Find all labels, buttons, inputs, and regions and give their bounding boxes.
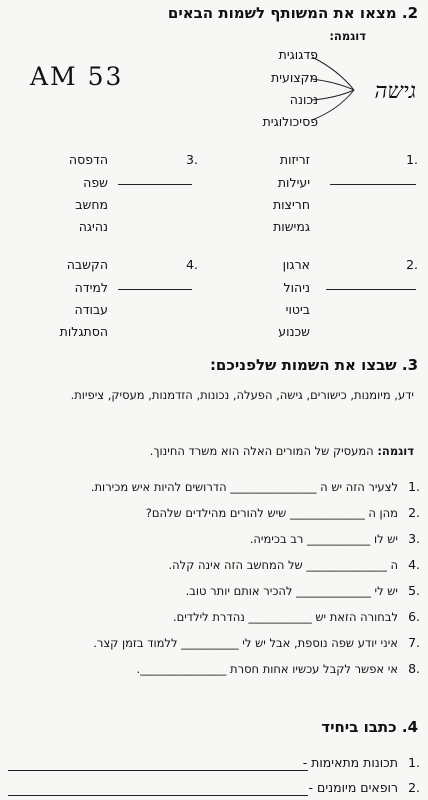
- example-word-1: פדגוגית: [278, 47, 318, 62]
- item-5-text[interactable]: יש לי _____________ להכיר אותם יותר טוב.: [185, 584, 398, 598]
- section4-item-2-text: רופאים מיומנים -: [308, 780, 398, 795]
- item-1-number: 1.: [408, 479, 420, 494]
- exercise-4-word-1: הקשבה: [66, 257, 108, 272]
- section4-item-1-answer-line[interactable]: [8, 770, 308, 771]
- item-1-text[interactable]: לצעיר הזה יש ה _______________ הדרושים להיות איש מכירות.: [90, 480, 398, 494]
- item-2-text[interactable]: מהן ה _____________ שיש להורים מהילדים שלהם?: [145, 506, 398, 520]
- section4-item-2-number: 2.: [408, 780, 420, 795]
- section4-item-2-answer-line[interactable]: [8, 795, 308, 796]
- item-3-number: 3.: [408, 531, 420, 546]
- exercise-3-answer-line[interactable]: [118, 184, 192, 185]
- item-3-text[interactable]: יש לו ___________ רב בכימיה.: [249, 532, 398, 546]
- word-bank: ידע, מיומנות, כישורים, גישה, הפעלה, נכונות, הזדמנות, מעסיק, ציפיות.: [70, 388, 414, 402]
- item-8-number: 8.: [408, 661, 420, 676]
- item-7-text[interactable]: איני יודע שפה נוספת, אבל יש לי __________ ללמוד בזמן קצר.: [93, 636, 398, 650]
- example-word-4: פסיכולוגית: [262, 114, 318, 129]
- exercise-1-number: 1.: [406, 152, 418, 167]
- section3-example-text: המעסיק של המורים האלה הוא משרד החינוך.: [149, 444, 374, 458]
- exercise-4-word-2: למידה: [74, 280, 108, 295]
- example-answer: גישה: [374, 79, 416, 104]
- item-6-number: 6.: [408, 609, 420, 624]
- exercise-2-word-1: ארגון: [282, 257, 310, 272]
- item-4-text[interactable]: ה ______________ של המחשב הזה אינה קלה.: [168, 558, 398, 572]
- item-6-text[interactable]: לבחורה הזאת יש ___________ נהדרת לילדים.: [172, 610, 398, 624]
- section3-title: 3. שבצו את השמות שלפניכם:: [209, 356, 418, 374]
- exercise-1-word-1: זריזות: [279, 152, 310, 167]
- exercise-1-word-2: יעילות: [277, 175, 310, 190]
- item-5-number: 5.: [408, 583, 420, 598]
- item-2-number: 2.: [408, 505, 420, 520]
- section3-example: [150, 444, 414, 458]
- example-word-2: מקצועית: [270, 70, 318, 85]
- exercise-4-word-3: עבודה: [74, 302, 108, 317]
- exercise-3-word-2: שפה: [83, 175, 108, 190]
- exercise-3-word-4: נהיגה: [78, 219, 108, 234]
- exercise-3-word-3: מחשב: [75, 197, 108, 212]
- exercise-4-number: 4.: [186, 257, 198, 272]
- exercise-2-answer-line[interactable]: [326, 289, 416, 290]
- exercise-1-word-4: גמישות: [273, 219, 310, 234]
- item-4-number: 4.: [408, 557, 420, 572]
- handwritten-note: AM 53: [30, 62, 124, 91]
- exercise-2-word-2: ניהול: [283, 280, 310, 295]
- exercise-2-word-4: שכנוע: [278, 324, 310, 339]
- section4-title: 4. כתבו ביחיד: [321, 718, 418, 736]
- exercise-4-word-4: הסתגלות: [59, 324, 108, 339]
- section2-example-label: דוגמה:: [329, 29, 366, 43]
- section3-example-label: דוגמה:: [377, 444, 414, 458]
- section4-item-1-number: 1.: [408, 755, 420, 770]
- exercise-2-number: 2.: [406, 257, 418, 272]
- item-8-text[interactable]: אי אפשר לקבל עכשיו אחות חסרת _______________.: [136, 662, 398, 676]
- exercise-2-word-3: ביטוי: [285, 302, 310, 317]
- item-7-number: 7.: [408, 635, 420, 650]
- exercise-4-answer-line[interactable]: [118, 289, 192, 290]
- exercise-3-number: 3.: [186, 152, 198, 167]
- example-arrows: [310, 50, 370, 125]
- section4-item-1-text: תכונות מתאימות -: [302, 755, 398, 770]
- example-word-3: נכונה: [289, 92, 318, 107]
- exercise-3-word-1: הדפסה: [68, 152, 108, 167]
- section2-title: 2. מצאו את המשותף לשמות הבאים: [167, 4, 418, 22]
- exercise-1-answer-line[interactable]: [330, 184, 416, 185]
- exercise-1-word-3: חריצות: [272, 197, 310, 212]
